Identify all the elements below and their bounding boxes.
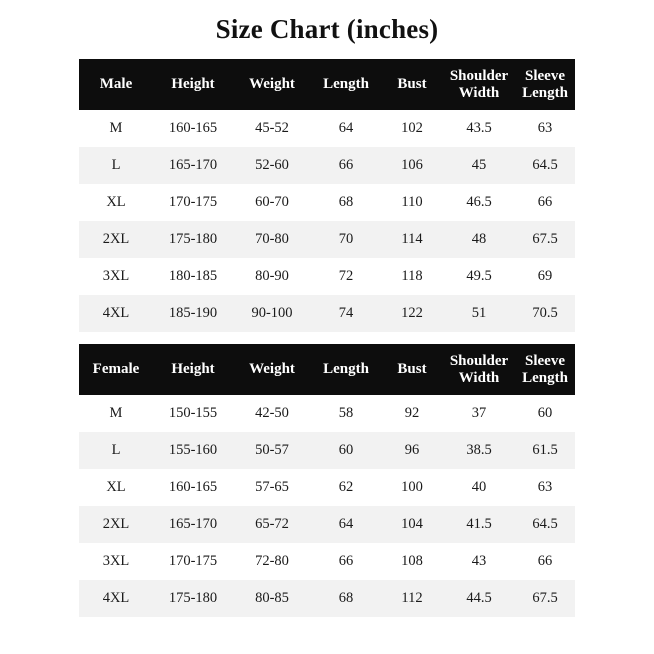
cell-bust: 114 bbox=[381, 221, 443, 258]
cell-height: 160-165 bbox=[153, 110, 233, 147]
table-row bbox=[79, 469, 575, 506]
column-header-bust bbox=[381, 344, 443, 395]
cell-shoulder-width: 48 bbox=[443, 221, 515, 258]
female-table-header bbox=[79, 344, 575, 395]
cell-size: 3XL bbox=[79, 258, 153, 295]
cell-weight: 42-50 bbox=[233, 395, 311, 432]
cell-weight: 80-85 bbox=[233, 580, 311, 617]
column-header-text: Length bbox=[323, 361, 369, 378]
cell-weight: 60-70 bbox=[233, 184, 311, 221]
table-row bbox=[79, 221, 575, 258]
cell-shoulder-width: 51 bbox=[443, 295, 515, 332]
cell-sleeve-length: 60 bbox=[515, 395, 575, 432]
column-header-text: Bust bbox=[397, 361, 427, 378]
cell-length: 68 bbox=[311, 580, 381, 617]
cell-bust: 104 bbox=[381, 506, 443, 543]
table-header-row bbox=[79, 344, 575, 395]
cell-size: 4XL bbox=[79, 580, 153, 617]
column-header-sleeve-length bbox=[515, 59, 575, 110]
column-header-height bbox=[153, 59, 233, 110]
cell-length: 58 bbox=[311, 395, 381, 432]
cell-weight: 57-65 bbox=[233, 469, 311, 506]
column-header-height bbox=[153, 344, 233, 395]
cell-bust: 118 bbox=[381, 258, 443, 295]
cell-bust: 100 bbox=[381, 469, 443, 506]
cell-height: 150-155 bbox=[153, 395, 233, 432]
cell-shoulder-width: 41.5 bbox=[443, 506, 515, 543]
table-row bbox=[79, 580, 575, 617]
column-header-text: Width bbox=[458, 369, 500, 386]
column-header-weight bbox=[233, 344, 311, 395]
cell-sleeve-length: 69 bbox=[515, 258, 575, 295]
cell-size: 4XL bbox=[79, 295, 153, 332]
male-table-body bbox=[79, 110, 575, 332]
cell-shoulder-width: 38.5 bbox=[443, 432, 515, 469]
cell-length: 62 bbox=[311, 469, 381, 506]
cell-length: 64 bbox=[311, 110, 381, 147]
column-header-shoulder-width bbox=[443, 59, 515, 110]
column-header-text: Sleeve bbox=[525, 353, 565, 369]
column-header-length bbox=[311, 59, 381, 110]
cell-shoulder-width: 43 bbox=[443, 543, 515, 580]
column-header-length bbox=[311, 344, 381, 395]
column-header-text: Width bbox=[458, 84, 500, 101]
female-table-body bbox=[79, 395, 575, 617]
cell-height: 170-175 bbox=[153, 184, 233, 221]
cell-size: L bbox=[79, 432, 153, 469]
cell-weight: 50-57 bbox=[233, 432, 311, 469]
cell-height: 180-185 bbox=[153, 258, 233, 295]
cell-weight: 52-60 bbox=[233, 147, 311, 184]
cell-sleeve-length: 70.5 bbox=[515, 295, 575, 332]
cell-height: 175-180 bbox=[153, 580, 233, 617]
male-size-table bbox=[79, 59, 575, 332]
column-header-female bbox=[79, 344, 153, 395]
cell-shoulder-width: 40 bbox=[443, 469, 515, 506]
cell-sleeve-length: 66 bbox=[515, 543, 575, 580]
cell-sleeve-length: 63 bbox=[515, 110, 575, 147]
column-header-text: Bust bbox=[397, 76, 427, 93]
cell-bust: 92 bbox=[381, 395, 443, 432]
cell-shoulder-width: 37 bbox=[443, 395, 515, 432]
cell-sleeve-length: 67.5 bbox=[515, 580, 575, 617]
cell-shoulder-width: 43.5 bbox=[443, 110, 515, 147]
cell-length: 66 bbox=[311, 147, 381, 184]
cell-weight: 45-52 bbox=[233, 110, 311, 147]
cell-shoulder-width: 49.5 bbox=[443, 258, 515, 295]
column-header-text: Height bbox=[171, 361, 215, 378]
cell-height: 175-180 bbox=[153, 221, 233, 258]
cell-shoulder-width: 45 bbox=[443, 147, 515, 184]
cell-size: XL bbox=[79, 469, 153, 506]
cell-shoulder-width: 46.5 bbox=[443, 184, 515, 221]
column-header-shoulder-width bbox=[443, 344, 515, 395]
cell-weight: 65-72 bbox=[233, 506, 311, 543]
table-row bbox=[79, 395, 575, 432]
cell-bust: 108 bbox=[381, 543, 443, 580]
cell-shoulder-width: 44.5 bbox=[443, 580, 515, 617]
column-header-text: Weight bbox=[249, 76, 295, 93]
cell-bust: 110 bbox=[381, 184, 443, 221]
cell-sleeve-length: 67.5 bbox=[515, 221, 575, 258]
female-size-table bbox=[79, 344, 575, 617]
table-row bbox=[79, 295, 575, 332]
cell-height: 160-165 bbox=[153, 469, 233, 506]
page-title: Size Chart (inches) bbox=[215, 14, 439, 44]
table-row bbox=[79, 258, 575, 295]
cell-height: 185-190 bbox=[153, 295, 233, 332]
column-header-text: Shoulder bbox=[449, 68, 509, 84]
table-header-row bbox=[79, 59, 575, 110]
cell-bust: 112 bbox=[381, 580, 443, 617]
cell-weight: 70-80 bbox=[233, 221, 311, 258]
cell-size: M bbox=[79, 110, 153, 147]
column-header-text: Height bbox=[171, 76, 215, 93]
cell-bust: 122 bbox=[381, 295, 443, 332]
cell-sleeve-length: 61.5 bbox=[515, 432, 575, 469]
cell-length: 66 bbox=[311, 543, 381, 580]
table-row bbox=[79, 543, 575, 580]
column-header-sleeve-length bbox=[515, 344, 575, 395]
column-header-male bbox=[79, 59, 153, 110]
column-header-text: Length bbox=[522, 369, 568, 386]
cell-bust: 106 bbox=[381, 147, 443, 184]
cell-sleeve-length: 64.5 bbox=[515, 147, 575, 184]
cell-size: 3XL bbox=[79, 543, 153, 580]
cell-sleeve-length: 63 bbox=[515, 469, 575, 506]
cell-size: 2XL bbox=[79, 221, 153, 258]
cell-height: 165-170 bbox=[153, 506, 233, 543]
column-header-text: Male bbox=[99, 76, 133, 93]
cell-length: 74 bbox=[311, 295, 381, 332]
cell-height: 155-160 bbox=[153, 432, 233, 469]
table-row bbox=[79, 506, 575, 543]
table-row bbox=[79, 184, 575, 221]
column-header-text: Length bbox=[323, 76, 369, 93]
cell-size: XL bbox=[79, 184, 153, 221]
cell-length: 70 bbox=[311, 221, 381, 258]
column-header-text: Weight bbox=[249, 361, 295, 378]
cell-bust: 102 bbox=[381, 110, 443, 147]
column-header-text: Female bbox=[92, 361, 140, 378]
cell-length: 68 bbox=[311, 184, 381, 221]
cell-size: 2XL bbox=[79, 506, 153, 543]
column-header-text: Shoulder bbox=[449, 353, 509, 369]
table-row bbox=[79, 432, 575, 469]
cell-height: 165-170 bbox=[153, 147, 233, 184]
cell-length: 60 bbox=[311, 432, 381, 469]
column-header-bust bbox=[381, 59, 443, 110]
cell-sleeve-length: 66 bbox=[515, 184, 575, 221]
cell-bust: 96 bbox=[381, 432, 443, 469]
cell-weight: 80-90 bbox=[233, 258, 311, 295]
cell-height: 170-175 bbox=[153, 543, 233, 580]
male-table-header bbox=[79, 59, 575, 110]
table-row bbox=[79, 110, 575, 147]
cell-size: M bbox=[79, 395, 153, 432]
cell-size: L bbox=[79, 147, 153, 184]
cell-weight: 90-100 bbox=[233, 295, 311, 332]
column-header-text: Length bbox=[522, 84, 568, 101]
table-row bbox=[79, 147, 575, 184]
cell-weight: 72-80 bbox=[233, 543, 311, 580]
cell-length: 64 bbox=[311, 506, 381, 543]
column-header-weight bbox=[233, 59, 311, 110]
cell-length: 72 bbox=[311, 258, 381, 295]
cell-sleeve-length: 64.5 bbox=[515, 506, 575, 543]
column-header-text: Sleeve bbox=[525, 68, 565, 84]
